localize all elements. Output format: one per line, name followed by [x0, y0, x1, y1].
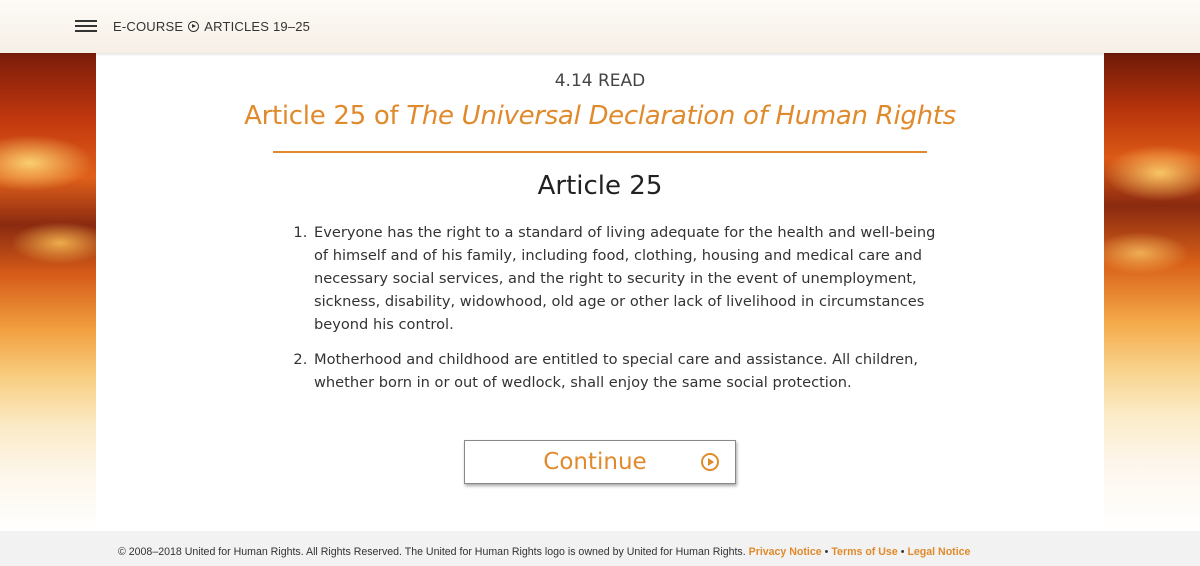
breadcrumb	[113, 19, 310, 34]
footer	[0, 531, 1200, 566]
hamburger-menu-icon[interactable]	[75, 20, 97, 34]
list-item: 2. Motherhood and childhood are entitled to special care and assistance. All children, whether born in or out of wedlock, shall enjoy the same social protection.	[312, 348, 952, 394]
legal-notice-link[interactable]: Legal Notice	[907, 546, 971, 558]
list-item: 1. Everyone has the right to a standard of living adequate for the health and well-being of himself and of his family, including food, clothing, housing and medical care and necessary social services, and the right to security in the event of unemployment, sickness, disability, widowhood, old age or other lack of livelihood in circumstances beyond his control.	[312, 221, 952, 336]
breadcrumb-section[interactable]: ARTICLES 19–25	[204, 19, 311, 34]
page-title-italic: The Universal Declaration of Human Rights	[406, 101, 956, 131]
breadcrumb-course[interactable]: E-COURSE	[113, 19, 184, 34]
footer-separator: •	[900, 546, 905, 558]
top-header	[0, 0, 1200, 53]
article-list	[290, 221, 952, 406]
title-divider	[273, 151, 927, 153]
footer-text	[118, 546, 970, 558]
content-card	[96, 53, 1104, 531]
page-title-prefix: Article 25 of	[244, 101, 407, 131]
background-left-fire-image	[0, 53, 100, 531]
continue-button-label: Continue	[543, 449, 647, 475]
terms-of-use-link[interactable]: Terms of Use	[831, 546, 898, 558]
article-heading: Article 25	[537, 171, 663, 201]
continue-button[interactable]	[464, 440, 736, 484]
background-right-fire-image	[1100, 53, 1200, 531]
circle-arrow-right-icon	[701, 453, 719, 471]
section-label: 4.14 READ	[554, 71, 646, 91]
privacy-notice-link[interactable]: Privacy Notice	[748, 546, 822, 558]
copyright-text: © 2008–2018 United for Human Rights. All Rights Reserved. The United for Human Rights logo is owned by United for Human Rights.	[118, 546, 746, 558]
circle-arrow-right-icon	[188, 21, 199, 32]
footer-separator: •	[824, 546, 829, 558]
page-title	[96, 101, 1104, 131]
